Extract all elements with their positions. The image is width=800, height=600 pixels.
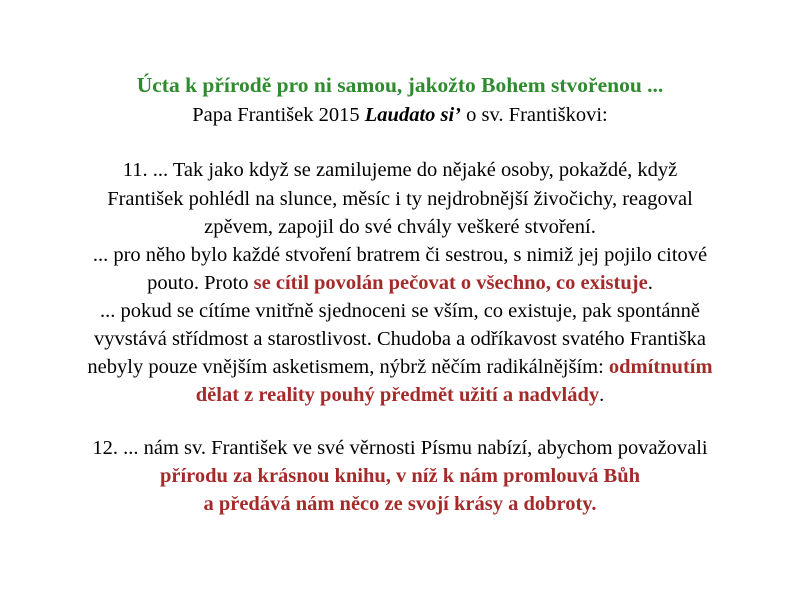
- encyclical-title: Laudato si’: [364, 104, 462, 126]
- para11-line3: zpěvem, zapojil do své chvály veškeré stvoření.: [204, 216, 596, 238]
- para11-line4: ... pro něho bylo každé stvoření bratrem či sestrou, s nimiž jej pojilo citové: [92, 244, 708, 266]
- highlight-refusal: odmítnutím: [608, 356, 713, 378]
- para11-line9-period: .: [599, 384, 605, 406]
- para12-line1: 12. ... nám sv. František ve své věrnosti Písmu nabízí, abychom považovali: [92, 437, 708, 459]
- subtitle-suffix: o sv. Františkovi:: [461, 104, 608, 126]
- para11-line1: 11. ... Tak jako když se zamilujeme do nějaké osoby, pokaždé, když: [122, 159, 678, 181]
- slide-subtitle: [0, 101, 800, 129]
- para11-line5: [0, 269, 800, 297]
- para11-line6: ... pokud se cítíme vnitřně sjednoceni se vším, co existuje, pak spontánně: [99, 300, 701, 322]
- para11-line5-text: pouto. Proto: [147, 272, 254, 294]
- para11-line7: vyvstává střídmost a starostlivost. Chudoba a odříkavost svatého Františka: [93, 328, 707, 350]
- para11-line5-period: .: [647, 272, 653, 294]
- para11-line8-text: nebyly pouze vnějším asketismem, nýbrž něčím radikálnějším:: [87, 356, 609, 378]
- slide-title: Úcta k přírodě pro ni samou, jakožto Bohem stvořenou ...: [136, 73, 664, 97]
- para12-line2-highlight: přírodu za krásnou knihu, v níž k nám promlouvá Bůh: [159, 465, 640, 487]
- para11-line2: František pohlédl na slunce, měsíc i ty nejdrobnější živočichy, reagoval: [107, 188, 693, 210]
- subtitle-prefix: Papa František 2015: [192, 104, 365, 126]
- para11-line9: [0, 381, 800, 409]
- highlight-reality-object: dělat z reality pouhý předmět užití a nadvlády: [195, 384, 600, 406]
- para12-line3-highlight: a předává nám něco ze svojí krásy a dobroty.: [203, 493, 597, 515]
- highlight-care-for-everything: se cítil povolán pečovat o všechno, co existuje: [253, 272, 648, 294]
- para11-line8: [0, 353, 800, 381]
